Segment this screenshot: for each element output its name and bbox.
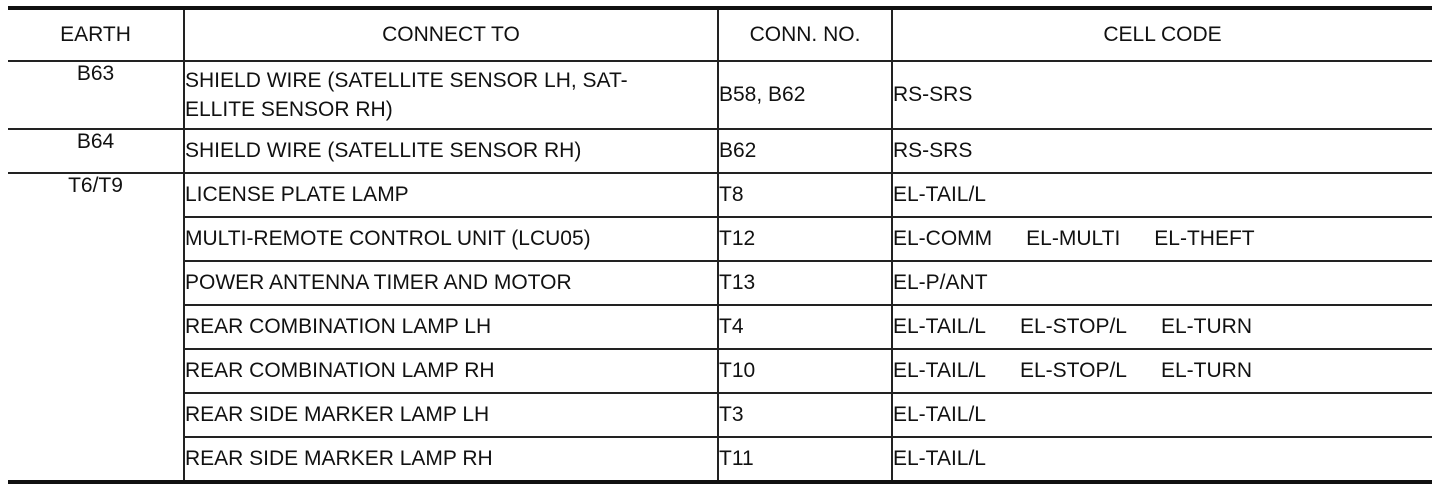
cell-code: EL-TAIL/L bbox=[893, 183, 986, 206]
earth-cell bbox=[8, 129, 184, 173]
connect-to-text: REAR SIDE MARKER LAMP LH bbox=[185, 403, 490, 426]
conn-no-cell: T4 bbox=[718, 305, 892, 349]
cell-code-cell bbox=[892, 261, 1432, 305]
cell-code-cell bbox=[892, 393, 1432, 437]
conn-no-cell: T3 bbox=[718, 393, 892, 437]
header-cell-code: CELL CODE bbox=[892, 8, 1432, 61]
connect-to-text: LICENSE PLATE LAMP bbox=[185, 183, 409, 206]
cell-code: EL-TURN bbox=[1160, 315, 1252, 338]
table-row bbox=[8, 349, 1432, 393]
table-row bbox=[8, 261, 1432, 305]
cell-code: EL-TURN bbox=[1160, 359, 1252, 382]
table-row bbox=[8, 437, 1432, 482]
conn-no-cell: B62 bbox=[718, 129, 892, 173]
earth-connection-table-page bbox=[8, 6, 1432, 484]
conn-no-cell: T12 bbox=[718, 217, 892, 261]
connect-to-text: MULTI-REMOTE CONTROL UNIT (LCU05) bbox=[185, 227, 591, 250]
cell-code: EL-STOP/L bbox=[1019, 359, 1127, 382]
cell-code: EL-TAIL/L bbox=[893, 315, 986, 338]
earth-point-label: B63 bbox=[76, 62, 115, 85]
connect-to-cell bbox=[184, 261, 718, 305]
earth-connection-table bbox=[8, 6, 1432, 484]
cell-code: EL-TAIL/L bbox=[893, 447, 986, 470]
connect-to-cell bbox=[184, 173, 718, 217]
cell-code-cell bbox=[892, 305, 1432, 349]
connect-to-cell bbox=[184, 349, 718, 393]
cell-code: EL-STOP/L bbox=[1019, 315, 1127, 338]
earth-cell bbox=[8, 61, 184, 129]
table-header-row bbox=[8, 8, 1432, 61]
cell-code: RS-SRS bbox=[893, 83, 973, 106]
table-row bbox=[8, 61, 1432, 129]
conn-no-cell: T13 bbox=[718, 261, 892, 305]
cell-code: RS-SRS bbox=[893, 139, 973, 162]
table-row bbox=[8, 393, 1432, 437]
cell-code-cell bbox=[892, 217, 1432, 261]
connect-to-cell bbox=[184, 393, 718, 437]
connect-to-cell bbox=[184, 129, 718, 173]
header-earth: EARTH bbox=[8, 8, 184, 61]
connect-to-cell bbox=[184, 305, 718, 349]
cell-code-cell bbox=[892, 437, 1432, 482]
connect-to-text: POWER ANTENNA TIMER AND MOTOR bbox=[185, 271, 572, 294]
table-row bbox=[8, 173, 1432, 217]
connect-to-text: ELLITE SENSOR RH) bbox=[185, 98, 393, 121]
cell-code-cell bbox=[892, 61, 1432, 129]
conn-no-cell: T11 bbox=[718, 437, 892, 482]
table-row bbox=[8, 129, 1432, 173]
table-body bbox=[8, 61, 1432, 482]
cell-code-cell bbox=[892, 129, 1432, 173]
connect-to-text: REAR SIDE MARKER LAMP RH bbox=[185, 447, 493, 470]
connect-to-cell bbox=[184, 437, 718, 482]
earth-point-label: B64 bbox=[76, 130, 115, 153]
header-conn-no: CONN. NO. bbox=[718, 8, 892, 61]
connect-to-text: REAR COMBINATION LAMP RH bbox=[185, 359, 495, 382]
table-row bbox=[8, 217, 1432, 261]
cell-code: EL-COMM bbox=[893, 227, 993, 250]
cell-code-cell bbox=[892, 349, 1432, 393]
cell-code: EL-P/ANT bbox=[893, 271, 988, 294]
header-connect-to: CONNECT TO bbox=[184, 8, 718, 61]
earth-point-label: T6/T9 bbox=[68, 174, 123, 197]
conn-no-cell: B58, B62 bbox=[718, 61, 892, 129]
connect-to-text: SHIELD WIRE (SATELLITE SENSOR RH) bbox=[185, 139, 582, 162]
connect-to-cell bbox=[184, 61, 718, 129]
earth-cell bbox=[8, 173, 184, 482]
conn-no-cell: T8 bbox=[718, 173, 892, 217]
conn-no-cell: T10 bbox=[718, 349, 892, 393]
connect-to-cell bbox=[184, 217, 718, 261]
connect-to-text: REAR COMBINATION LAMP LH bbox=[185, 315, 492, 338]
cell-code-cell bbox=[892, 173, 1432, 217]
connect-to-text: SHIELD WIRE (SATELLITE SENSOR LH, SAT- bbox=[185, 69, 628, 92]
table-row bbox=[8, 305, 1432, 349]
cell-code: EL-THEFT bbox=[1154, 227, 1255, 250]
cell-code: EL-TAIL/L bbox=[893, 403, 986, 426]
cell-code: EL-MULTI bbox=[1026, 227, 1121, 250]
cell-code: EL-TAIL/L bbox=[893, 359, 986, 382]
